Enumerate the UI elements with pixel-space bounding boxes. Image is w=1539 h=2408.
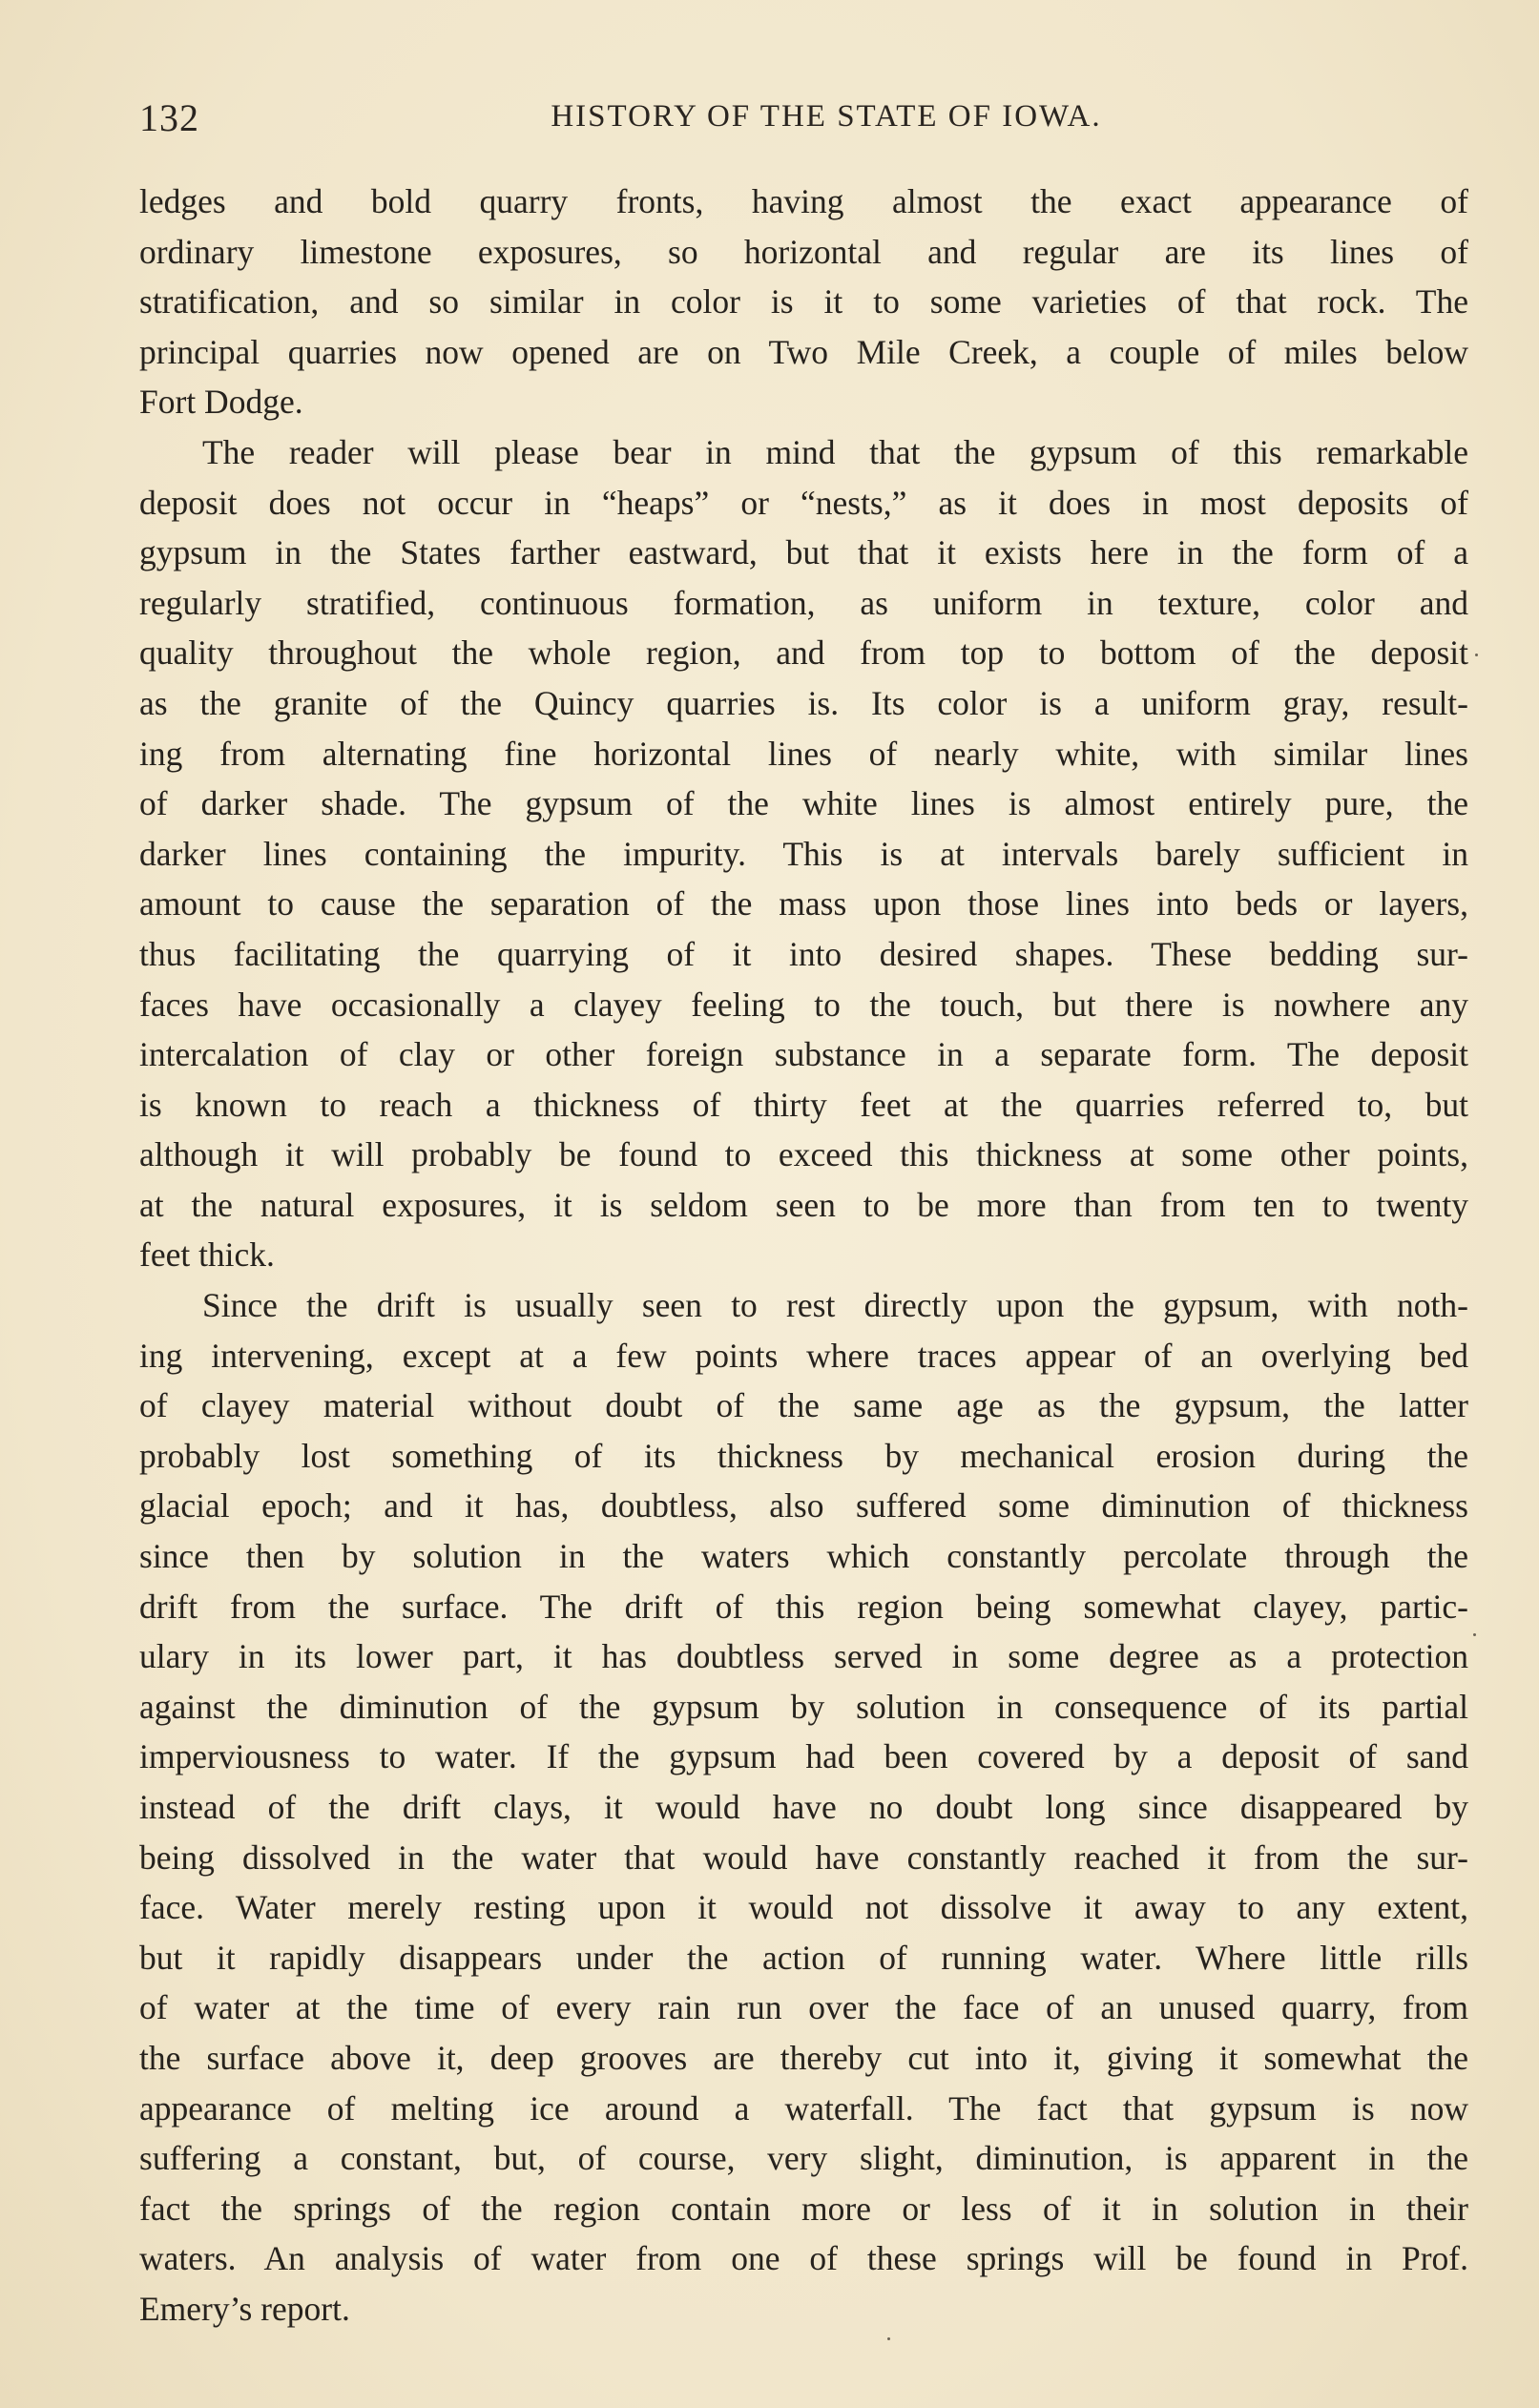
text-line: ing from alternating fine horizontal lines of nearly white, with similar lines	[139, 734, 1468, 773]
text-line: deposit does not occur in “heaps” or “nests,” as it does in most deposits of	[139, 483, 1468, 522]
text-line: ledges and bold quarry fronts, having almost the exact appearance of	[139, 182, 1468, 220]
text-line: intercalation of clay or other foreign substance in a separate form. The deposit	[139, 1035, 1468, 1074]
text-line: The reader will please bear in mind that the gypsum of this remarkable	[202, 432, 1468, 471]
page-number: 132	[139, 96, 199, 139]
running-title: HISTORY OF THE STATE OF IOWA.	[551, 99, 1102, 134]
text-line: quality throughout the whole region, and from top to bottom of the deposit	[139, 633, 1468, 673]
text-line: gypsum in the States farther eastward, but that it exists here in the form of a	[139, 533, 1468, 572]
text-line: appearance of melting ice around a waterfall. The fact that gypsum is now	[139, 2088, 1468, 2128]
text-line: imperviousness to water. If the gypsum had been covered by a deposit of sand	[139, 1737, 1468, 1776]
text-line: regularly stratified, continuous formation, as uniform in texture, color and	[139, 583, 1468, 622]
text-line: of water at the time of every rain run over the face of an unused quarry, from	[139, 1988, 1468, 2027]
paragraph	[139, 1280, 1468, 2334]
text-line: darker lines containing the impurity. This is at intervals barely sufficient in	[139, 834, 1468, 873]
paper-speck	[1475, 654, 1478, 656]
text-line: as the granite of the Quincy quarries is. Its color is a uniform gray, result-	[139, 683, 1468, 722]
text-line: ing intervening, except at a few points where traces appear of an overlying bed	[139, 1336, 1468, 1375]
text-line: is known to reach a thickness of thirty feet at the quarries referred to, but	[139, 1085, 1468, 1124]
text-line: feet thick.	[139, 1235, 275, 1275]
paper-speck	[887, 2337, 890, 2340]
body-text	[139, 176, 1468, 2335]
text-line: against the diminution of the gypsum by solution in consequence of its partial	[139, 1687, 1468, 1726]
text-line: ordinary limestone exposures, so horizontal and regular are its lines of	[139, 232, 1468, 271]
text-line: although it will probably be found to exceed this thickness at some other points,	[139, 1135, 1468, 1174]
text-line: drift from the surface. The drift of this region being somewhat clayey, partic-	[139, 1587, 1468, 1626]
text-line: waters. An analysis of water from one of these springs will be found in Prof.	[139, 2239, 1468, 2278]
text-line: since then by solution in the waters which constantly percolate through the	[139, 1537, 1468, 1576]
text-line: Since the drift is usually seen to rest directly upon the gypsum, with noth-	[202, 1286, 1468, 1325]
text-line: face. Water merely resting upon it would not dissolve it away to any extent,	[139, 1888, 1468, 1927]
text-line: faces have occasionally a clayey feeling to the touch, but there is nowhere any	[139, 985, 1468, 1024]
text-line: probably lost something of its thickness by mechanical erosion during the	[139, 1436, 1468, 1475]
text-line: instead of the drift clays, it would have no doubt long since disappeared by	[139, 1788, 1468, 1826]
text-line: Fort Dodge.	[139, 383, 303, 422]
text-line: suffering a constant, but, of course, very slight, diminution, is apparent in the	[139, 2139, 1468, 2178]
text-line: stratification, and so similar in color is it to some varieties of that rock. The	[139, 282, 1468, 322]
text-line: thus facilitating the quarrying of it into desired shapes. These bedding sur-	[139, 934, 1468, 973]
text-line: ulary in its lower part, it has doubtless served in some degree as a protection	[139, 1637, 1468, 1676]
text-line: glacial epoch; and it has, doubtless, also suffered some diminution of thickness	[139, 1486, 1468, 1526]
text-line: the surface above it, deep grooves are thereby cut into it, giving it somewhat the	[139, 2038, 1468, 2077]
text-line: of darker shade. The gypsum of the white lines is almost entirely pure, the	[139, 784, 1468, 823]
text-line: of clayey material without doubt of the same age as the gypsum, the latter	[139, 1386, 1468, 1425]
paragraph	[139, 176, 1468, 427]
text-line: at the natural exposures, it is seldom seen to be more than from ten to twenty	[139, 1185, 1468, 1224]
text-line: but it rapidly disappears under the action of running water. Where little rills	[139, 1938, 1468, 1977]
text-line: Emery’s report.	[139, 2289, 350, 2328]
page-header	[139, 95, 1475, 153]
text-line: amount to cause the separation of the mass upon those lines into beds or layers,	[139, 884, 1468, 924]
text-line: fact the springs of the region contain more or less of it in solution in their	[139, 2189, 1468, 2228]
text-line: being dissolved in the water that would have constantly reached it from the sur-	[139, 1837, 1468, 1877]
paper-speck	[1473, 1633, 1476, 1636]
paragraph	[139, 427, 1468, 1280]
text-line: principal quarries now opened are on Two Mile Creek, a couple of miles below	[139, 332, 1468, 371]
